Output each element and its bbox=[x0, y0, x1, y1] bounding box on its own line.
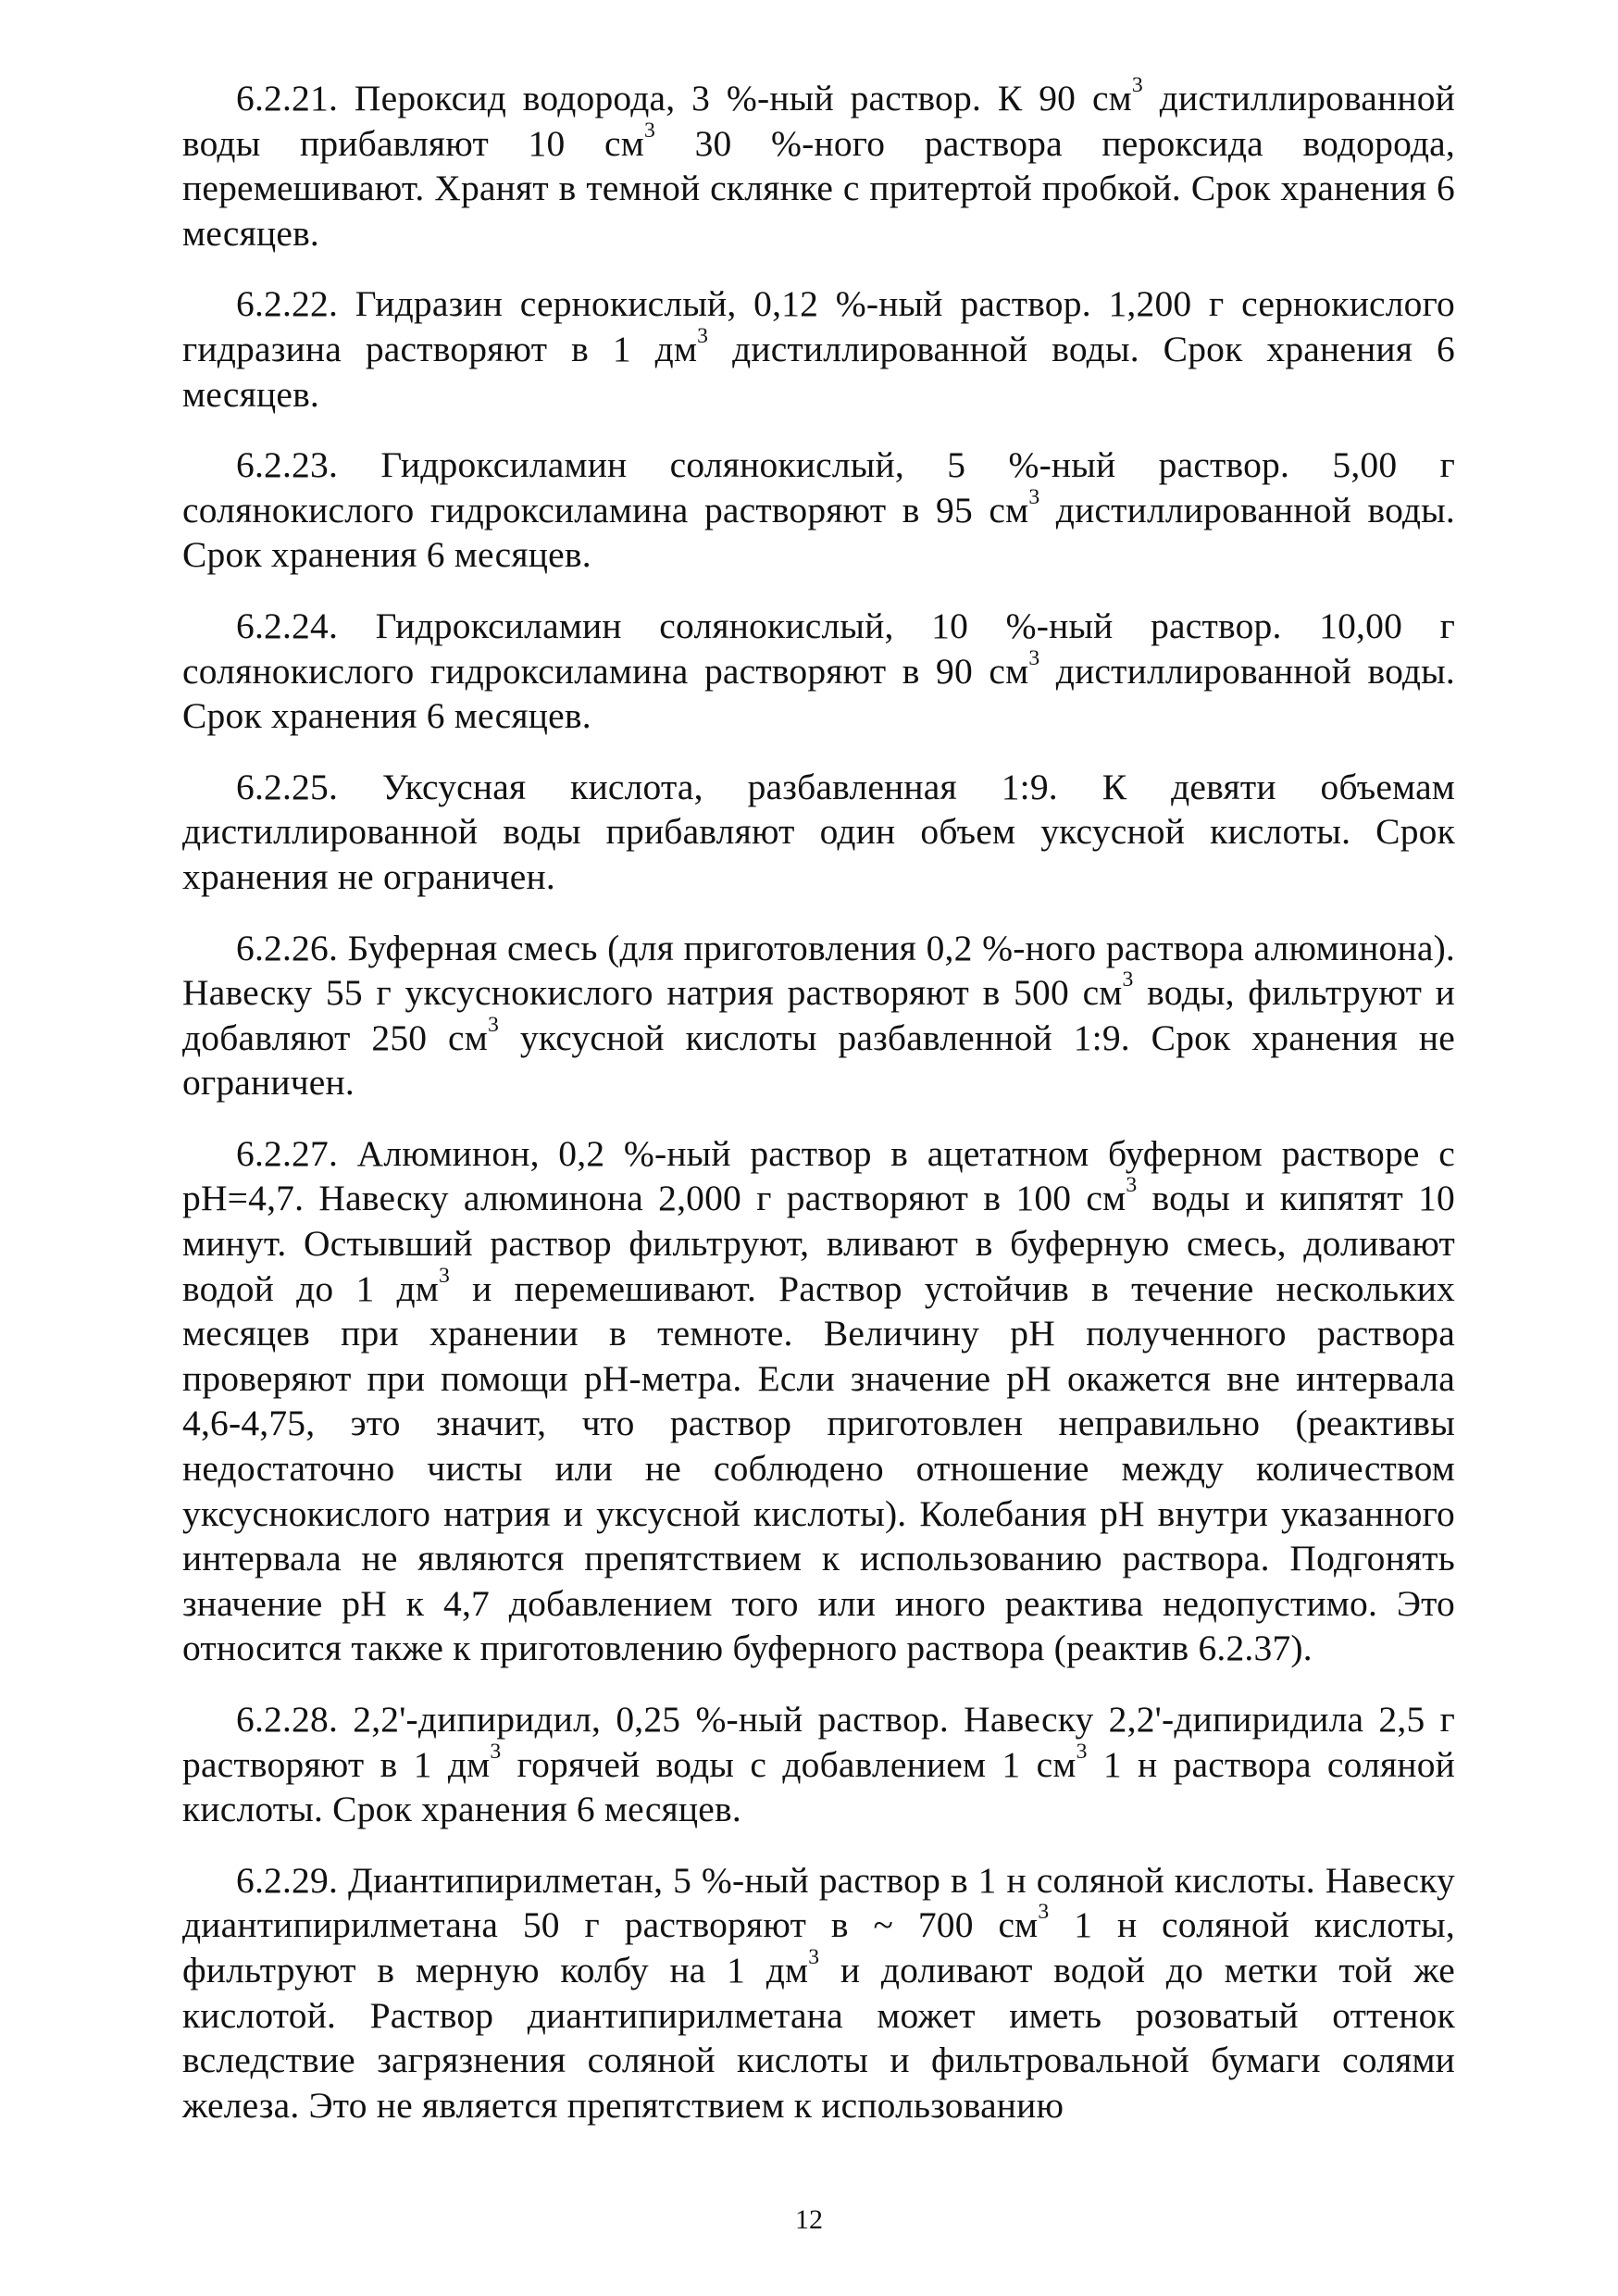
paragraph-text: Уксусная кислота, разбавленная 1:9. К девяти объемам дистиллированной воды прибавляют один объем уксусной кислоты. Срок хранения не ограничен. bbox=[182, 766, 1455, 897]
paragraph-text: Диантипирилметан, 5 %-ный раствор в 1 н соляной кислоты. Навеску диантипирилметана 50 г растворяют в ~ 700 $см^3$ 1 н соляной кислоты, фильтруют в мерную колбу на 1 $дм^3$ и доливают водой до метки той же кислотой. Раствор диантипирилметана может иметь розоватый оттенок вследствие загрязнения соляной кислоты и фильтровальной бумаги солями железа. Это не является препятствием к использованию bbox=[182, 1859, 1456, 2126]
paragraph-6-2-25 bbox=[182, 765, 1455, 900]
paragraph-number: 6.2.24. bbox=[236, 605, 339, 646]
paragraph-text: Гидразин сернокислый, 0,12 %-ный раствор. 1,200 г сернокислого гидразина растворяют в 1 $дм^3$ дистиллированной воды. Срок хранения 6 месяцев. bbox=[182, 283, 1456, 415]
paragraph-6-2-21 bbox=[182, 72, 1455, 256]
paragraph-number: 6.2.21. bbox=[236, 78, 339, 119]
paragraph-6-2-24 bbox=[182, 604, 1455, 739]
page-body bbox=[182, 72, 1456, 2153]
paragraph-6-2-27 bbox=[182, 1131, 1455, 1671]
paragraph-number: 6.2.27. bbox=[236, 1132, 339, 1174]
paragraph-text: Алюминон, 0,2 %-ный раствор в ацетатном буферном растворе с pH=4,7. Навеску алюминона 2,000 г растворяют в 100 $см^3$ воды и кипятят 10 минут. Остывший раствор фильтруют, вливают в буферную смесь, доливают водой до 1 $дм^3$ и перемешивают. Раствор устойчив в течение нескольких месяцев при хранении в темноте. Величину pH полученного раствора проверяют при помощи pH-метра. Если значение pH окажется вне интервала 4,6-4,75, это значит, что раствор приготовлен неправильно (реактивы недостаточно чисты или не соблюдено отношение между количеством уксуснокислого натрия и уксусной кислоты). Колебания pH внутри указанного интервала не являются препятствием к использованию раствора. Подгонять значение pH к 4,7 добавлением того или иного реактива недопустимо. Это относится также к приготовлению буферного раствора (реактив 6.2.37). bbox=[182, 1132, 1455, 1669]
paragraph-number: 6.2.26. bbox=[236, 927, 339, 968]
paragraph-number: 6.2.28. bbox=[236, 1699, 339, 1740]
paragraph-6-2-22 bbox=[182, 281, 1455, 417]
paragraph-number: 6.2.25. bbox=[236, 766, 339, 807]
paragraph-number: 6.2.29. bbox=[236, 1859, 339, 1901]
paragraph-6-2-29 bbox=[182, 1858, 1455, 2128]
paragraph-text: 2,2'-дипиридил, 0,25 %-ный раствор. Навеску 2,2'-дипиридила 2,5 г растворяют в 1 $дм^3$ горячей воды с добавлением 1 $см^3$ 1 н раствора соляной кислоты. Срок хранения 6 месяцев. bbox=[182, 1699, 1455, 1830]
paragraph-6-2-28 bbox=[182, 1697, 1455, 1832]
paragraph-text: Пероксид водорода, 3 %-ный раствор. К 90 $см^3$ дистиллированной воды прибавляют 10 $см^3$ 30 %-ного раствора пероксида водорода, перемешивают. Хранят в темной склянке с притертой пробкой. Срок хранения 6 месяцев. bbox=[182, 72, 1455, 254]
paragraph-6-2-26 bbox=[182, 926, 1455, 1105]
paragraph-number: 6.2.22. bbox=[236, 283, 339, 325]
paragraph-text: Гидроксиламин солянокислый, 5 %-ный раствор. 5,00 г солянокислого гидроксиламина растворяют в 95 $см^3$ дистиллированной воды. Срок хранения 6 месяцев. bbox=[182, 444, 1455, 576]
page-number: 12 bbox=[795, 2204, 823, 2235]
paragraph-number: 6.2.23. bbox=[236, 444, 339, 486]
paragraph-text: Буферная смесь (для приготовления 0,2 %-ного раствора алюминона). Навеску 55 г уксуснокислого натрия растворяют в 500 $см^3$ воды, фильтруют и добавляют 250 $см^3$ уксусной кислоты разбавленной 1:9. Срок хранения не ограничен. bbox=[182, 927, 1455, 1104]
paragraph-text: Гидроксиламин солянокислый, 10 %-ный раствор. 10,00 г солянокислого гидроксиламина растворяют в 90 $см^3$ дистиллированной воды. Срок хранения 6 месяцев. bbox=[182, 605, 1456, 737]
paragraph-6-2-23 bbox=[182, 443, 1455, 578]
